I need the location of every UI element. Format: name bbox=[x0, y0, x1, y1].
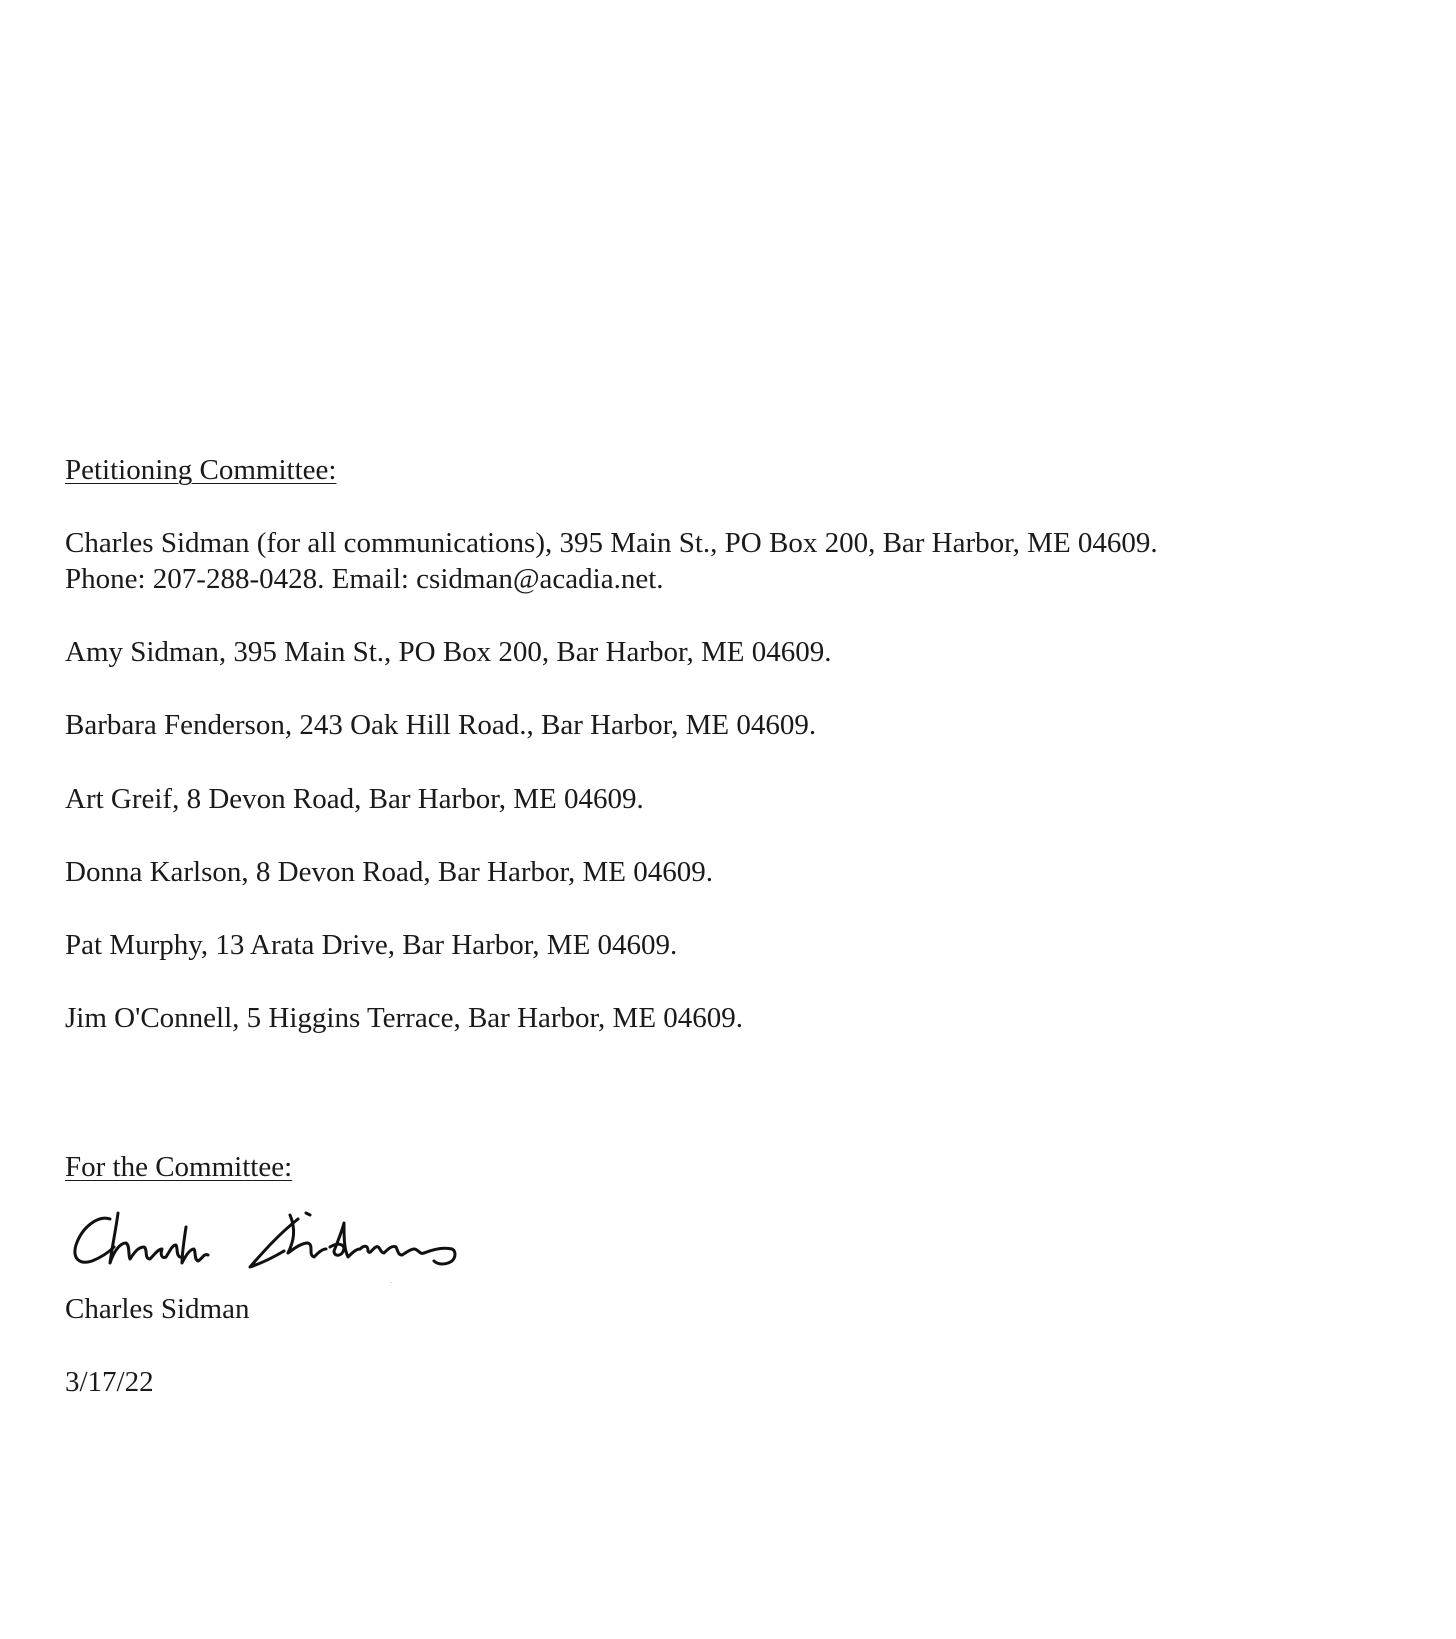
committee-member: Amy Sidman, 395 Main St., PO Box 200, Bar Harbor, ME 04609. bbox=[65, 636, 832, 668]
committee-member bbox=[65, 525, 1158, 597]
signature-date: 3/17/22 bbox=[65, 1366, 154, 1398]
closing-heading: For the Committee: bbox=[65, 1151, 293, 1183]
committee-heading: Petitioning Committee: bbox=[65, 454, 337, 486]
committee-member: Barbara Fenderson, 243 Oak Hill Road., Bar Harbor, ME 04609. bbox=[65, 709, 817, 741]
handwritten-signature-icon bbox=[68, 1205, 463, 1283]
committee-member: Art Greif, 8 Devon Road, Bar Harbor, ME 04609. bbox=[65, 783, 644, 815]
member-contact-line: Phone: 207-288-0428. Email: csidman@acadia.net. bbox=[65, 563, 664, 595]
signer-name: Charles Sidman bbox=[65, 1293, 250, 1325]
committee-member: Jim O'Connell, 5 Higgins Terrace, Bar Harbor, ME 04609. bbox=[65, 1002, 744, 1034]
committee-member: Pat Murphy, 13 Arata Drive, Bar Harbor, ME 04609. bbox=[65, 929, 678, 961]
member-address-line: Charles Sidman (for all communications), 395 Main St., PO Box 200, Bar Harbor, ME 04609. bbox=[65, 527, 1158, 559]
committee-member: Donna Karlson, 8 Devon Road, Bar Harbor, ME 04609. bbox=[65, 856, 713, 888]
